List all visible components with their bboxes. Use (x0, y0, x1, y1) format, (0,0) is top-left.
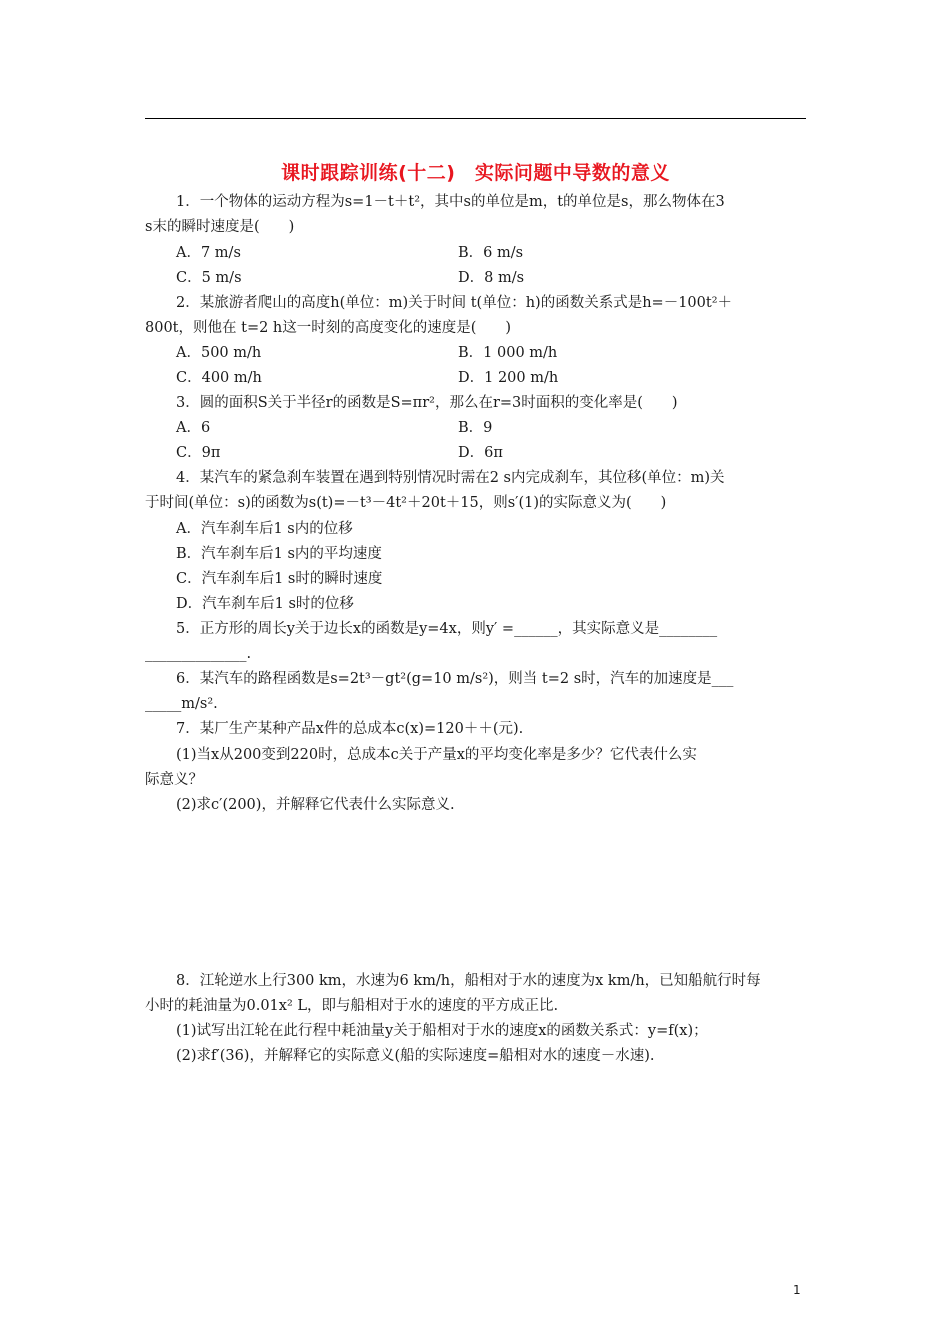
q1-option-c: C．5 m/s (176, 270, 242, 286)
q7-stem-line1: 7．某厂生产某种产品x件的总成本c(x)=120＋＋(元). (176, 721, 524, 737)
q7-part1-line1: (1)当x从200变到220时，总成本c关于产量x的平均变化率是多少？它代表什么实 (176, 747, 697, 763)
q3-option-a: A．6 (176, 420, 211, 436)
q4-option-d: D．汽车刹车后1 s时的位移 (176, 596, 354, 612)
q6-stem-line1: 6．某汽车的路程函数是s=2t³－gt²(g=10 m/s²)，则当 t=2 s时，汽车的加速度是___ (176, 671, 734, 687)
q8-part2: (2)求f′(36)，并解释它的实际意义(船的实际速度=船相对水的速度－水速). (176, 1048, 655, 1064)
page-title: 课时跟踪训练(十二) 实际问题中导数的意义 (281, 162, 670, 184)
q1-stem-line1: 1．一个物体的运动方程为s=1－t＋t²，其中s的单位是m，t的单位是s，那么物体在3 (176, 194, 725, 210)
q1-stem-line2: s末的瞬时速度是( ) (145, 219, 295, 235)
q3-option-c: C．9π (176, 445, 221, 461)
page-number: 1 (793, 1283, 801, 1297)
q2-option-a: A．500 m/h (176, 345, 262, 361)
q2-option-c: C．400 m/h (176, 370, 262, 386)
q8-part1: (1)试写出江轮在此行程中耗油量y关于船相对于水的速度x的函数关系式：y=f(x)； (176, 1023, 708, 1039)
q2-option-d: D．1 200 m/h (458, 370, 559, 386)
q7-part2: (2)求c′(200)，并解释它代表什么实际意义. (176, 797, 455, 813)
q2-stem-line2: 800t，则他在 t=2 h这一时刻的高度变化的速度是( ) (145, 320, 512, 336)
q3-option-d: D．6π (458, 445, 503, 461)
q4-option-a: A．汽车刹车后1 s内的位移 (176, 521, 353, 537)
q2-stem-line1: 2．某旅游者爬山的高度h(单位：m)关于时间 t(单位：h)的函数关系式是h=－100t²＋ (176, 295, 733, 311)
q1-option-a: A．7 m/s (176, 245, 241, 261)
q6-stem-line2: _____m/s². (145, 696, 218, 712)
q4-stem-line1: 4．某汽车的紧急刹车装置在遇到特别情况时需在2 s内完成刹车，其位移(单位：m)关 (176, 470, 725, 486)
q1-option-b: B．6 m/s (458, 245, 524, 261)
q3-stem-line1: 3．圆的面积S关于半径r的函数是S=πr²，那么在r=3时面积的变化率是( ) (176, 395, 678, 411)
q8-stem-line1: 8．江轮逆水上行300 km，水速为6 km/h，船相对于水的速度为x km/h，已知船航行时每 (176, 973, 761, 989)
q4-option-c: C．汽车刹车后1 s时的瞬时速度 (176, 571, 383, 587)
header-rule (145, 118, 806, 119)
q1-option-d: D．8 m/s (458, 270, 525, 286)
q8-stem-line2: 小时的耗油量为0.01x² L，即与船相对于水的速度的平方成正比. (145, 998, 559, 1014)
q7-part1-line2: 际意义？ (145, 772, 203, 788)
q5-stem-line2: ______________. (145, 646, 252, 662)
q4-stem-line2: 于时间(单位：s)的函数为s(t)=－t³－4t²＋20t＋15，则s′(1)的实际意义为( ) (145, 495, 667, 511)
q5-stem-line1: 5．正方形的周长y关于边长x的函数是y=4x，则y′ =______，其实际意义是________ (176, 621, 718, 637)
q2-option-b: B．1 000 m/h (458, 345, 558, 361)
q3-option-b: B．9 (458, 420, 493, 436)
q4-option-b: B．汽车刹车后1 s内的平均速度 (176, 546, 382, 562)
